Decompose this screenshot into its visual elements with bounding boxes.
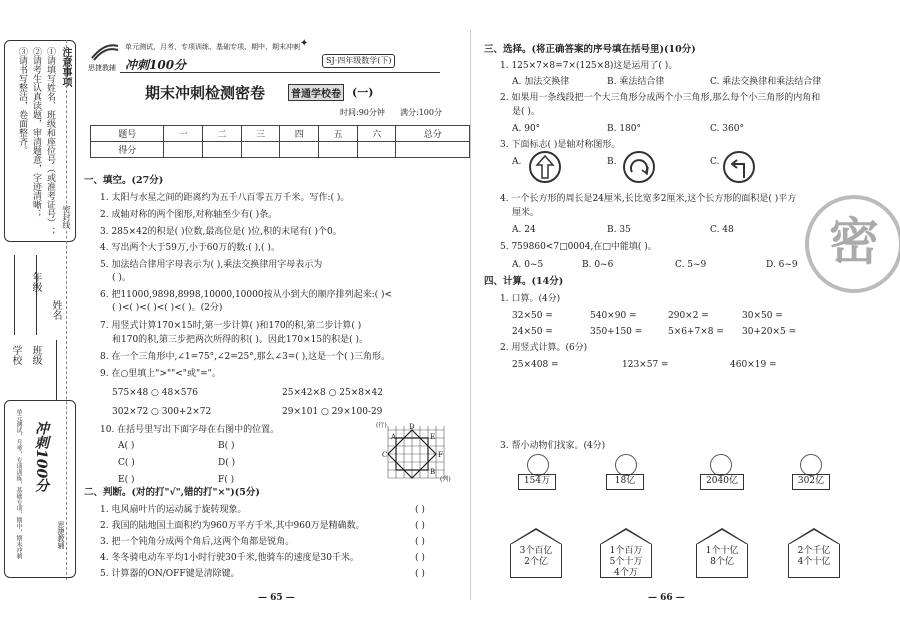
monkey-icon [527, 454, 549, 476]
page-number-right: — 66 — [648, 593, 685, 603]
field-line [36, 255, 37, 335]
score-cell: 六 [357, 126, 396, 142]
calc-find-title: 3. 帮小动物们找家。(4分) [500, 441, 606, 451]
fill-q10-item: D( ) [218, 458, 236, 468]
fill-q4: 4. 写出两个大于59万,小于60万的数:( ),( )。 [100, 243, 280, 253]
score-input-cell[interactable] [164, 142, 203, 158]
exam-title-num: (一) [352, 86, 374, 99]
header-brand: 冲刺100分 [125, 58, 187, 72]
score-input-cell[interactable] [280, 142, 319, 158]
score-cell: 二 [203, 126, 242, 142]
house-line: 2个亿 [524, 557, 548, 567]
choice-q2-opt[interactable]: B. 180° [607, 124, 642, 134]
house[interactable] [600, 528, 652, 578]
mouse-icon [710, 454, 732, 476]
binding-margin [0, 0, 80, 618]
animal-number-label: 154万 [518, 474, 556, 490]
house-line: 1个百万 [609, 546, 643, 556]
choice-q1-opt[interactable]: A. 加法交换律 [512, 77, 570, 87]
calc-oral-title: 1. 口算。(4分) [500, 294, 561, 304]
brand-text: 冲刺100分 [33, 421, 49, 493]
section-judge-title: 二、判断。(对的打"√",错的打"×")(5分) [84, 487, 260, 498]
judge-item-2: 2. 我国的陆地国土面积约为960万平方千米,其中960万是精确数。 [100, 521, 365, 531]
section-fill-title: 一、填空。(27分) [84, 175, 164, 186]
choice-q3-opt[interactable]: C. [710, 157, 720, 167]
book-logo-icon [90, 40, 120, 62]
fill-q10: 10. 在括号里写出下面字母在右图中的位置。 [100, 425, 280, 435]
fill-q10-item: B( ) [218, 441, 235, 451]
choice-q2-opt[interactable]: A. 90° [512, 124, 541, 134]
score-input-cell[interactable] [396, 142, 470, 158]
exam-title-tag: 普通学校卷 [288, 84, 344, 101]
fill-q7a: 7. 用竖式计算170×15时,第一步计算( )和170的积,第二步计算( ) [100, 321, 362, 331]
score-cell: 题号 [91, 126, 164, 142]
house-roof [696, 528, 748, 544]
calc-vertical-item: 460×19 = [730, 360, 777, 370]
grid-axis-y: (行) [376, 422, 387, 429]
choice-q4-opt[interactable]: B. 35 [607, 225, 631, 235]
fill-q6b: ( )<( )<( )<( )<( )。(2分) [112, 303, 223, 313]
calc-vertical-item: 123×57 = [622, 360, 669, 370]
house[interactable] [788, 528, 840, 578]
fill-q9-item: 575×48 ○ 48×576 [112, 388, 198, 398]
grid-letter-d: D [409, 423, 415, 431]
house[interactable] [510, 528, 562, 578]
fill-q5b: ( )。 [112, 273, 131, 283]
fill-q1: 1. 太阳与水星之间的距离约为五千八百零五万千米。写作:( )。 [100, 193, 350, 203]
score-input-cell[interactable] [241, 142, 280, 158]
grid-letter-a: A [391, 433, 397, 441]
calc-oral-item: 30+20×5 = [742, 327, 797, 337]
page-number-left: — 65 — [258, 593, 295, 603]
confidential-stamp: 密 [805, 195, 900, 293]
house-line: 4个万 [614, 568, 638, 578]
field-line [14, 255, 15, 335]
publisher: 思捷教辅 [57, 521, 65, 549]
field-school: 学校 [10, 345, 21, 365]
score-table-header-row [91, 126, 470, 142]
section-choice-title: 三、选择。(将正确答案的序号填在括号里)(10分) [484, 44, 696, 55]
house-line: 5个十万 [609, 557, 643, 567]
house-line: 4个十亿 [797, 557, 831, 567]
score-table-score-row [91, 142, 470, 158]
choice-q3-opt[interactable]: A. [512, 157, 522, 167]
calc-oral-item: 30×50 = [742, 311, 783, 321]
notice-line-2: ②请考生认真读题，审清题意，字迹清晰； [31, 47, 41, 218]
house-line: 8个亿 [710, 557, 734, 567]
choice-q1: 1. 125×7×8=7×(125×8)这是运用了( )。 [500, 61, 678, 71]
page-divider [470, 30, 471, 600]
turn-left-sign-icon [722, 150, 756, 184]
house-body [600, 544, 652, 578]
choice-q4b: 厘米。 [512, 208, 540, 218]
judge-answer-paren[interactable]: ( ) [415, 505, 425, 515]
score-cell: 三 [241, 126, 280, 142]
house-body [788, 544, 840, 578]
score-cell: 五 [319, 126, 358, 142]
grid-letter-e: E [430, 433, 436, 441]
grade-badge: SJ·四年级数学(下) [322, 54, 395, 68]
judge-item-3: 3. 把一个钝角分成两个角后,这两个角都是锐角。 [100, 537, 295, 547]
exam-title: 期末冲刺检测密卷 [145, 84, 266, 102]
judge-item-1: 1. 电风扇叶片的运动属于旋转现象。 [100, 505, 247, 515]
score-input-cell[interactable] [319, 142, 358, 158]
grid-letter-c: C [382, 451, 388, 459]
field-line [56, 340, 57, 400]
choice-q2-opt[interactable]: C. 360° [710, 124, 744, 134]
score-table [90, 125, 470, 158]
house-roof [600, 528, 652, 544]
fill-q2: 2. 成轴对称的两个图形,对称轴至少有( )条。 [100, 210, 278, 220]
house-body [510, 544, 562, 578]
star-icon: ✦ [300, 38, 309, 49]
choice-q3-opt[interactable]: B. [607, 157, 617, 167]
cut-label: 密封线 [62, 205, 71, 229]
header-tagline: 单元测试、月考、专项训练、基础专项、期中、期末冲刺 [125, 43, 300, 51]
notice-title: 注意事项 [60, 47, 71, 87]
dog-icon [615, 454, 637, 476]
field-class: 班级 [30, 345, 41, 365]
choice-q5-opt[interactable]: A. 0~5 [512, 260, 544, 270]
choice-q5: 5. 759860<7□0004,在□中能填( )。 [500, 242, 657, 252]
fill-q6a: 6. 把11000,9898,8998,10000,10000按从小到大的顺序排列起来:( )< [100, 290, 393, 300]
score-input-cell[interactable] [357, 142, 396, 158]
logo-text: 思捷教辅 [88, 64, 116, 72]
calc-oral-item: 32×50 = [512, 311, 553, 321]
fill-q10-item: E( ) [118, 475, 135, 485]
fill-q3: 3. 285×42的积是( )位数,最高位是( )位,积的末尾有( )个0。 [100, 227, 342, 237]
up-arrow-sign-icon [528, 150, 562, 184]
calc-oral-item: 540×90 = [590, 311, 637, 321]
judge-answer-paren[interactable]: ( ) [415, 521, 425, 531]
score-cell: 一 [164, 126, 203, 142]
grid-letter-f: F [438, 451, 443, 459]
brand-sub: 单元测试，月考，专项训练，基础专项，期中，期末冲刺 [15, 409, 22, 559]
rooster-icon [800, 454, 822, 476]
choice-q2a: 2. 如果用一条线段把一个大三角形分成两个小三角形,那么每个小三角形的内角和 [500, 93, 821, 103]
house-line: 2个千亿 [797, 546, 831, 556]
fill-q9-item: 29×101 ○ 29×100-29 [282, 407, 383, 417]
calc-oral-item: 24×50 = [512, 327, 553, 337]
choice-q1-opt[interactable]: B. 乘法结合律 [607, 77, 665, 87]
calc-oral-item: 350+150 = [590, 327, 643, 337]
calc-oral-item: 290×2 = [668, 311, 709, 321]
fill-q9-item: 302×72 ○ 300+2×72 [112, 407, 212, 417]
fill-q9: 9. 在○里填上">""<"或"="。 [100, 369, 221, 379]
grid-letter-b: B [430, 468, 436, 476]
animal-number-label: 2040亿 [700, 474, 744, 490]
fill-q5a: 5. 加法结合律用字母表示为( ),乘法交换律用字母表示为 [100, 260, 323, 270]
fill-q8: 8. 在一个三角形中,∠1=75°,∠2=25°,那么∠3=( ),这是一个( )三角形。 [100, 352, 390, 362]
choice-q3: 3. 下面标志( )是轴对称图形。 [500, 140, 621, 150]
house-roof [788, 528, 840, 544]
choice-q5-opt[interactable]: B. 0~6 [582, 260, 614, 270]
calc-vertical-title: 2. 用竖式计算。(6分) [500, 343, 588, 353]
judge-answer-paren[interactable]: ( ) [415, 537, 425, 547]
judge-answer-paren[interactable]: ( ) [415, 553, 425, 563]
fill-q10-item: A( ) [118, 441, 135, 451]
choice-q4-opt[interactable]: A. 24 [512, 225, 536, 235]
notice-line-3: ③请书写整洁，卷面整齐。 [17, 47, 27, 155]
choice-q2b: 是( )。 [512, 107, 540, 117]
choice-q4-opt[interactable]: C. 48 [710, 225, 734, 235]
field-name: 姓名 [50, 300, 61, 320]
notice-line-1: ①请填写姓名、班级和座位号（或准考证号）； [45, 47, 55, 236]
house[interactable] [696, 528, 748, 578]
grid-axis-x: (列) [440, 476, 451, 483]
score-cell: 总分 [396, 126, 470, 142]
judge-item-4: 4. 冬冬骑电动车平均1小时行驶30千米,他骑车的速度是30千米。 [100, 553, 359, 563]
score-cell: 四 [280, 126, 319, 142]
calc-oral-item: 5×6+7×8 = [668, 327, 724, 337]
choice-q5-opt[interactable]: D. 6~9 [766, 260, 798, 270]
section-calc-title: 四、计算。(14分) [484, 276, 564, 287]
exam-full-score: 满分:100分 [400, 108, 442, 117]
fill-q10-item: F( ) [218, 475, 235, 485]
exam-time: 时间:90分钟 [340, 108, 385, 117]
brand-box [4, 400, 76, 578]
score-cell: 得分 [91, 142, 164, 158]
house-line: 3个百亿 [519, 546, 553, 556]
calc-vertical-item: 25×408 = [512, 360, 559, 370]
house-body [696, 544, 748, 578]
header-rule [120, 72, 440, 73]
judge-answer-paren[interactable]: ( ) [415, 569, 425, 579]
score-input-cell[interactable] [203, 142, 242, 158]
fill-q7b: 和170的积,第三步把两次所得的积( )。因此170×15的积是( )。 [112, 335, 368, 345]
house-line: 1个十亿 [705, 546, 739, 556]
choice-q4a: 4. 一个长方形的周长是24厘米,长比宽多2厘米,这个长方形的面积是( )平方 [500, 194, 797, 204]
house-roof [510, 528, 562, 544]
fill-q10-item: C( ) [118, 458, 135, 468]
judge-item-5: 5. 计算器的ON/OFF键是清除键。 [100, 569, 240, 579]
animal-number-label: 302亿 [792, 474, 830, 490]
choice-q1-opt[interactable]: C. 乘法交换律和乘法结合律 [710, 77, 822, 87]
roundabout-sign-icon [622, 150, 656, 184]
fill-q9-item: 25×42×8 ○ 25×8×42 [282, 388, 383, 398]
choice-q5-opt[interactable]: C. 5~9 [675, 260, 707, 270]
animal-number-label: 18亿 [606, 474, 644, 490]
